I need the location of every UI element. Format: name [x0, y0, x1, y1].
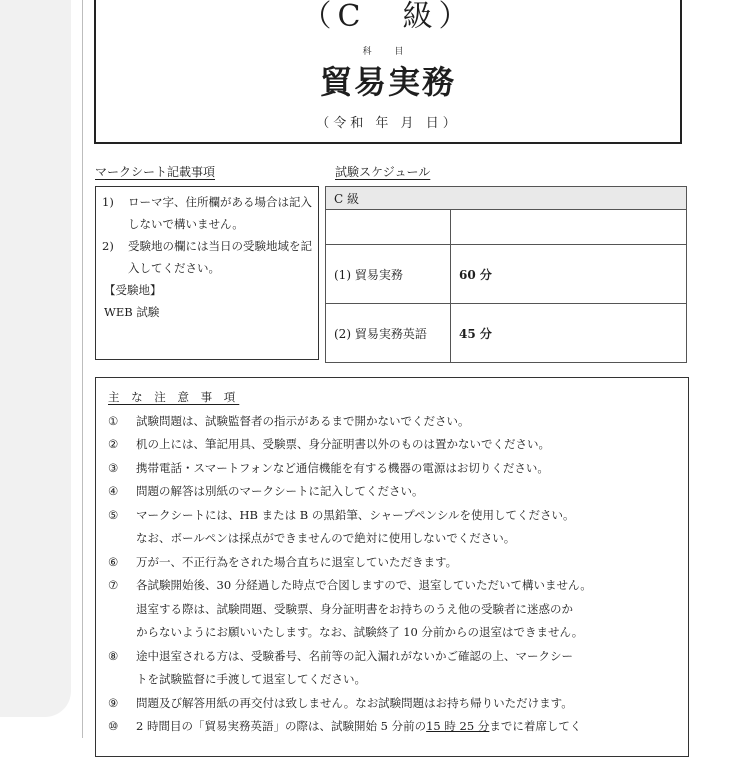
item-number: ⑤: [108, 507, 119, 522]
grade-title: （C 級）: [301, 0, 475, 34]
exam-name: (2) 貿易実務英語: [326, 304, 451, 363]
table-cell: [326, 210, 451, 245]
item-text: 携帯電話・スマートフォンなど通信機能を有する機器の電源はお切りください。: [136, 460, 549, 475]
item-number: ①: [108, 413, 119, 428]
item-number: ⑥: [108, 554, 119, 569]
list-item: [108, 504, 674, 551]
table-cell: [451, 210, 687, 245]
item-text: 受験地の欄には当日の受験地域を記入してください。: [128, 239, 312, 275]
item-text: [136, 715, 674, 739]
side-panel: [0, 0, 71, 717]
item-number: ⑦: [108, 578, 119, 592]
item-number: ⑧: [108, 648, 119, 663]
list-item: [108, 410, 674, 434]
item-text: 問題の解答は別紙のマークシートに記入してください。: [136, 484, 424, 498]
item-text-before: 2 時間目の「貿易実務英語」の際は、試験開始 5 分前の: [136, 719, 427, 733]
item-number: 1): [102, 195, 114, 209]
item-number: ④: [108, 484, 119, 498]
schedule-title: 試験スケジュール: [335, 165, 431, 179]
grade-header: C 級: [326, 187, 687, 210]
notes-box: [95, 377, 689, 757]
list-item: [108, 433, 674, 457]
item-number: ②: [108, 437, 119, 451]
mark-sheet-box: [95, 186, 319, 360]
table-header-row: [326, 187, 687, 210]
list-item: [108, 715, 674, 739]
item-text: 問題及び解答用紙の再交付は致しません。なお試験問題はお持ち帰りいただけます。: [136, 695, 573, 710]
mark-sheet-title: マークシート記載事項: [95, 165, 216, 179]
item-number: ⑩: [108, 719, 119, 733]
schedule-table: [325, 186, 687, 363]
list-item: [102, 191, 314, 235]
notes-title: 主 な 注 意 事 項: [108, 390, 240, 404]
table-row: [326, 304, 687, 363]
item-number: 2): [102, 239, 114, 253]
seat-deadline-time: 15 時 25 分: [426, 719, 490, 733]
item-text: 各試験開始後、30 分経過した時点で合図しますので、退室していただいて構いません。 退室する際は、試験問題、受験票、身分証明書をお持ちのうえ他の受験者に迷惑のか からないようにお願いいたします。なお、試験終了 10 分前からの退室はできません。: [136, 578, 592, 639]
list-item: [108, 645, 674, 692]
venue-value: WEB 試験: [104, 305, 160, 319]
table-row: [326, 245, 687, 304]
item-text: 机の上には、筆記用具、受験票、身分証明書以外のものは置かないでください。: [136, 437, 550, 451]
list-item: [108, 480, 674, 504]
item-text: 途中退室される方は、受験番号、名前等の記入漏れがないかご確認の上、マークシー トを試験監督に手渡して退室してください。: [136, 648, 573, 686]
item-text-after: までに着席してく: [489, 719, 582, 733]
item-text: ローマ字、住所欄がある場合は記入しないで構いません。: [128, 195, 312, 231]
list-item: [108, 457, 674, 481]
item-number: ⑨: [108, 695, 119, 710]
list-item: [108, 692, 674, 716]
exam-name: (1) 貿易実務: [326, 245, 451, 304]
item-text: 万が一、不正行為をされた場合直ちに退室していただきます。: [136, 554, 458, 569]
item-text: マークシートには、HB または B の黒鉛筆、シャープペンシルを使用してください。 なお、ボールペンは採点ができませんので絶対に使用しないでください。: [136, 507, 575, 545]
exam-date: （令和 年 月 日）: [316, 116, 460, 131]
item-number: ③: [108, 460, 119, 475]
exam-duration: 45 分: [451, 304, 687, 363]
page-edge: [82, 0, 83, 738]
exam-duration: 60 分: [451, 245, 687, 304]
subject-title: 貿易実務: [319, 63, 456, 101]
item-text: 試験問題は、試験監督者の指示があるまで開かないでください。: [136, 413, 470, 428]
venue-label: 【受験地】: [104, 283, 162, 297]
subject-caption: 科 目: [362, 47, 414, 57]
exam-header: [94, 0, 682, 144]
list-item: [102, 235, 314, 279]
table-row: [326, 210, 687, 245]
list-item: [108, 574, 674, 645]
list-item: [108, 551, 674, 575]
